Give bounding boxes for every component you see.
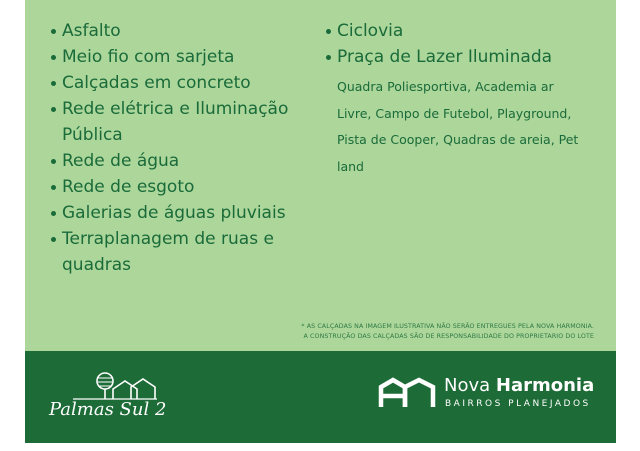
bullet-icon — [51, 185, 56, 190]
list-item: Rede elétrica e Iluminação Pública — [51, 96, 321, 148]
brand-tagline: BAIRROS PLANEJADOS — [445, 399, 591, 409]
disclaimer-line-1: * AS CALÇADAS NA IMAGEM ILUSTRATIVA NÃO SERÃO ENTREGUES PELA NOVA HARMONIA. — [301, 323, 594, 330]
bullet-icon — [51, 237, 56, 242]
leisure-amenities-text: Quadra Poliesportiva, Academia ar Livre, Campo de Futebol, Playground, Pista de Cooper, Quadras de areia, Pet land — [337, 79, 579, 174]
list-item: Meio fio com sarjeta — [51, 44, 321, 70]
bullet-icon — [51, 81, 56, 86]
list-item: Calçadas em concreto — [51, 70, 321, 96]
nova-harmonia-brand: Nova Harmonia — [444, 375, 595, 396]
list-item: Asfalto — [51, 18, 321, 44]
list-item: Ciclovia — [326, 18, 596, 44]
bullet-icon — [51, 211, 56, 216]
right-features-list — [326, 18, 596, 180]
bullet-icon — [51, 29, 56, 34]
bullet-icon — [326, 29, 331, 34]
palmas-sul-brand: Palmas Sul 2 — [49, 399, 167, 420]
left-features-list — [51, 18, 321, 278]
bullet-icon — [51, 55, 56, 60]
nova-harmonia-logo-icon — [377, 377, 437, 409]
sidewalk-disclaimer — [301, 322, 594, 341]
palmas-sul-logo-icon — [45, 361, 175, 433]
bullet-icon — [326, 55, 331, 60]
bullet-icon — [51, 107, 56, 112]
list-item: Galerias de águas pluviais — [51, 200, 321, 226]
list-item: Rede de água — [51, 148, 321, 174]
disclaimer-line-2: A CONSTRUÇÃO DAS CALÇADAS SÃO DE RESPONSABILIDADE DO PROPRIETARIO DO LOTE — [303, 332, 594, 340]
list-item: Praça de Lazer Iluminada — [326, 44, 596, 70]
list-item: Terraplanagem de ruas e quadras — [51, 226, 321, 278]
footer-banner — [25, 351, 616, 443]
bullet-icon — [51, 159, 56, 164]
list-item: Rede de esgoto — [51, 174, 321, 200]
